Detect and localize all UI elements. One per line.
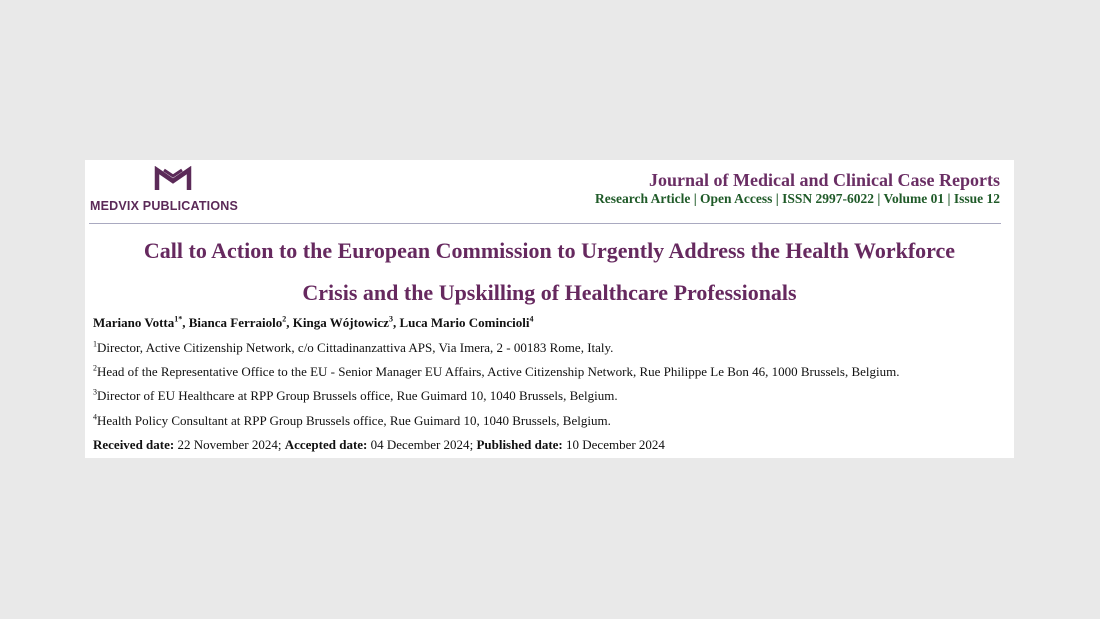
affiliation-text: Director, Active Citizenship Network, c/o Cittadinanzattiva APS, Via Imera, 2 - 00183 Rome, Italy. [97,340,614,355]
author-affiliation-mark: 2 [282,314,287,324]
author-affiliation-mark: 1* [174,314,183,324]
affiliation [93,388,618,404]
author-name: Mariano Votta [93,315,175,330]
author-name: Bianca Ferraiolo [188,315,283,330]
article-title-line: Call to Action to the European Commission to Urgently Address the Health Workforce [143,238,956,263]
article-header [85,160,1014,458]
header-divider [89,223,1001,224]
affiliation-mark: 1 [93,339,97,349]
affiliation-mark: 2 [93,363,97,373]
accepted-date: 04 December 2024 [370,437,470,452]
author-name: Luca Mario Comincioli [399,315,530,330]
received-date: 22 November 2024 [177,437,278,452]
affiliation [93,340,613,356]
author-affiliation-mark: 3 [388,314,393,324]
journal-title: Journal of Medical and Clinical Case Reports [649,170,1000,190]
author-name: Kinga Wójtowicz [292,315,389,330]
article-title [85,230,1014,314]
affiliation-text: Director of EU Healthcare at RPP Group Brussels office, Rue Guimard 10, 1040 Brussels, Belgium. [97,388,618,403]
article-dates: Received date: 22 November 2024; Accepted date: 04 December 2024; Published date: 10 December 2024 [93,437,665,452]
affiliation-text: Health Policy Consultant at RPP Group Brussels office, Rue Guimard 10, 1040 Brussels, Belgium. [97,413,611,428]
published-date: 10 December 2024 [566,437,665,452]
mv-monogram-icon [154,166,192,192]
affiliation [93,413,611,429]
publisher-name: MEDVIX PUBLICATIONS [90,199,239,213]
accepted-label: Accepted date: [284,437,368,452]
author-list: Mariano Votta$^{1*}$, Bianca Ferraiolo$^2$, Kinga Wójtowicz$^3$, Luca Mario Comincioli$^4$ [93,314,534,330]
publisher-logo [90,166,255,213]
affiliation-mark: 4 [93,412,97,422]
received-label: Received date: [93,437,175,452]
affiliation-mark: 3 [93,387,97,397]
affiliation [93,364,899,380]
published-label: Published date: [476,437,563,452]
affiliation-text: Head of the Representative Office to the EU - Senior Manager EU Affairs, Active Citizenship Network, Rue Philippe Le Bon 46, 1000 Brussels, Belgium. [97,364,900,379]
journal-meta: Research Article | Open Access | ISSN 2997-6022 | Volume 01 | Issue 12 [594,191,1000,206]
author-affiliation-mark: 4 [529,314,534,324]
article-title-line: Crisis and the Upskilling of Healthcare Professionals [302,280,797,305]
